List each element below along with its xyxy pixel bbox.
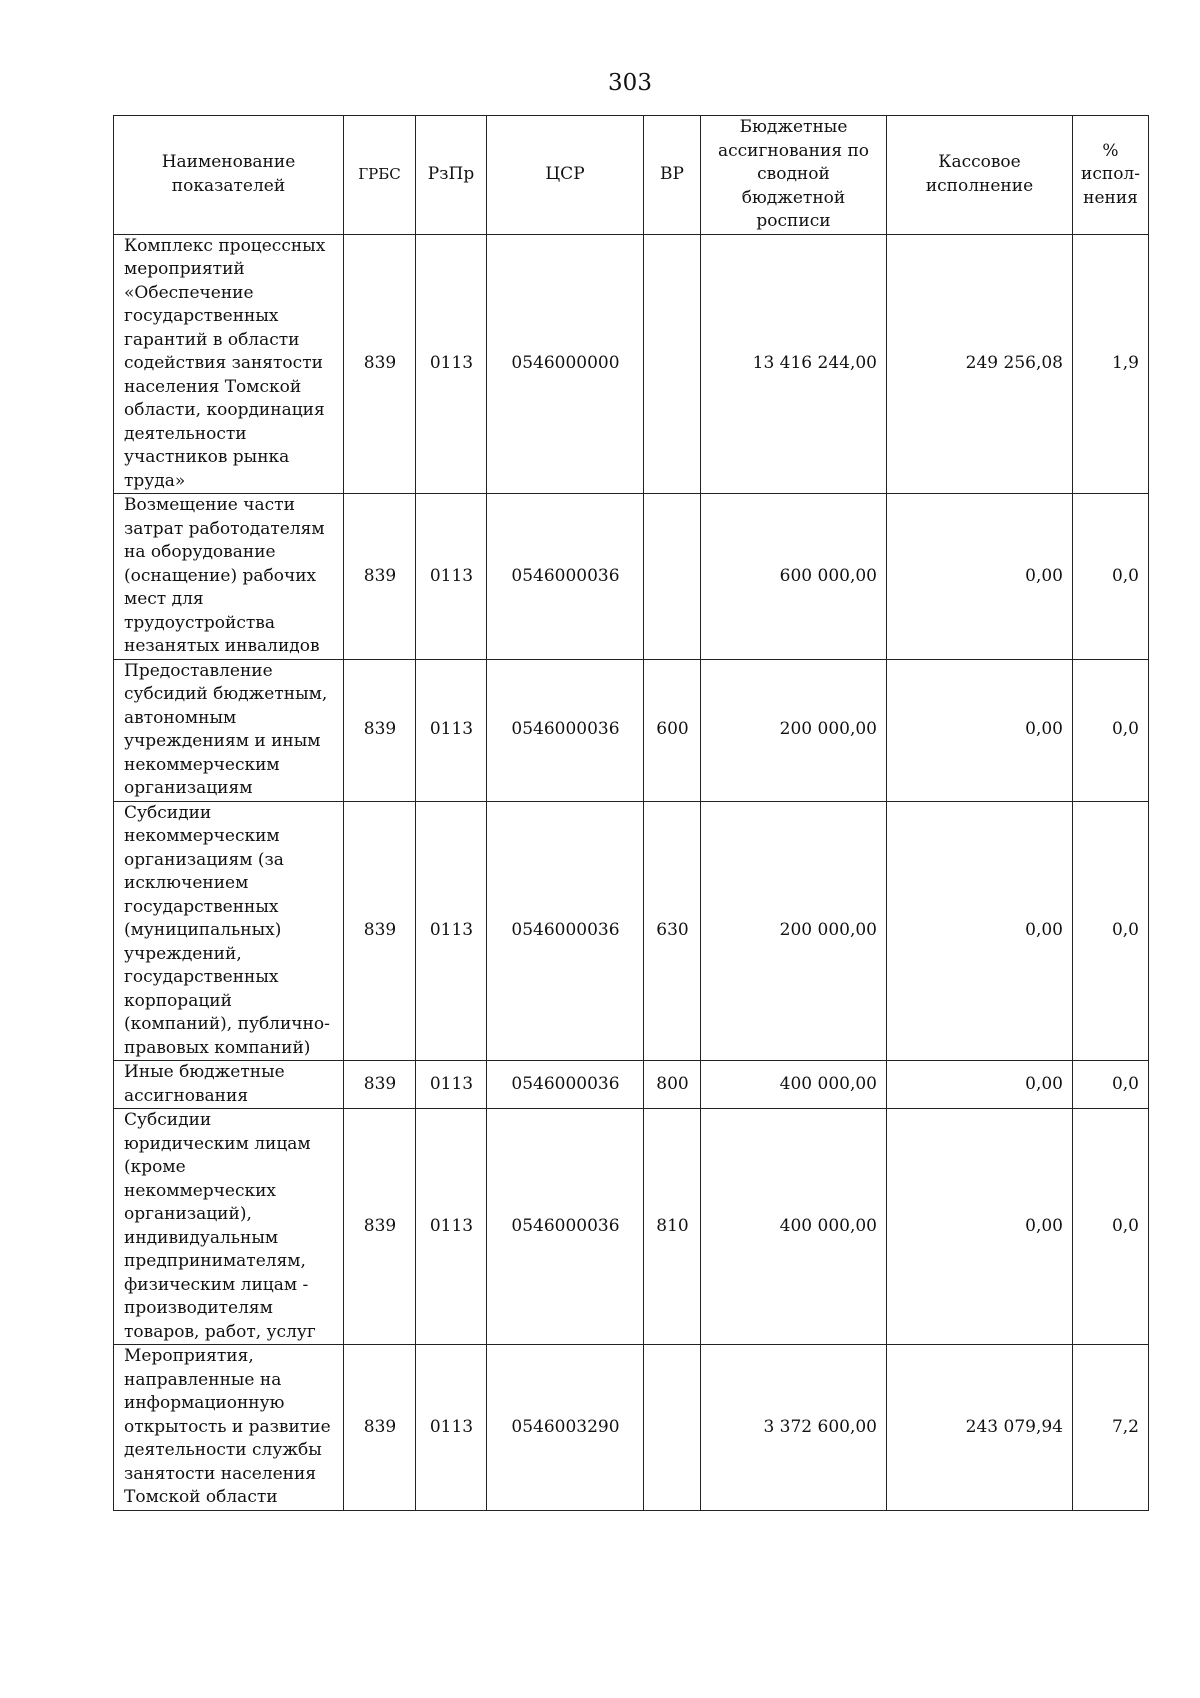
row-name: Субсидии юридическим лицам (кроме некоммерческих организаций), индивидуальным предпринимателям, физическим лицам - производителям товаров, работ, услуг <box>114 1109 344 1345</box>
row-name: Предоставление субсидий бюджетным, автономным учреждениям и иным некоммерческим организациям <box>114 659 344 801</box>
row-vr <box>644 234 701 494</box>
row-pct: 0,0 <box>1073 659 1149 801</box>
row-csr: 0546000036 <box>487 659 644 801</box>
table-row <box>114 494 1149 660</box>
row-pct: 0,0 <box>1073 1109 1149 1345</box>
row-csr: 0546000036 <box>487 801 644 1061</box>
row-name: Мероприятия, направленные на информационную открытость и развитие деятельности службы занятости населения Томской области <box>114 1345 344 1511</box>
row-vr: 600 <box>644 659 701 801</box>
row-csr: 0546000000 <box>487 234 644 494</box>
table-row <box>114 1109 1149 1345</box>
row-pct: 0,0 <box>1073 1061 1149 1109</box>
row-exec: 0,00 <box>887 1061 1073 1109</box>
row-pct: 1,9 <box>1073 234 1149 494</box>
row-rzpr: 0113 <box>416 494 487 660</box>
table-row <box>114 801 1149 1061</box>
table-row <box>114 234 1149 494</box>
row-assign: 600 000,00 <box>701 494 887 660</box>
header-csr: ЦСР <box>487 116 644 235</box>
row-exec: 0,00 <box>887 801 1073 1061</box>
row-vr: 810 <box>644 1109 701 1345</box>
row-rzpr: 0113 <box>416 1061 487 1109</box>
row-exec: 0,00 <box>887 494 1073 660</box>
row-grbs: 839 <box>344 659 416 801</box>
row-pct: 0,0 <box>1073 801 1149 1061</box>
row-rzpr: 0113 <box>416 659 487 801</box>
row-name: Возмещение части затрат работодателям на оборудование (оснащение) рабочих мест для трудоустройства незанятых инвалидов <box>114 494 344 660</box>
table-row <box>114 659 1149 801</box>
row-assign: 400 000,00 <box>701 1061 887 1109</box>
table-row <box>114 1061 1149 1109</box>
row-grbs: 839 <box>344 801 416 1061</box>
header-name: Наименование показателей <box>114 116 344 235</box>
row-assign: 400 000,00 <box>701 1109 887 1345</box>
table-header-row <box>114 116 1149 235</box>
row-grbs: 839 <box>344 494 416 660</box>
row-rzpr: 0113 <box>416 1345 487 1511</box>
row-grbs: 839 <box>344 234 416 494</box>
row-assign: 200 000,00 <box>701 659 887 801</box>
header-rzpr: РзПр <box>416 116 487 235</box>
row-grbs: 839 <box>344 1345 416 1511</box>
table-row <box>114 1345 1149 1511</box>
row-rzpr: 0113 <box>416 801 487 1061</box>
row-name: Субсидии некоммерческим организациям (за исключением государственных (муниципальных) учреждений, государственных корпораций (компаний), публично-правовых компаний) <box>114 801 344 1061</box>
row-name: Комплекс процессных мероприятий «Обеспечение государственных гарантий в области содействия занятости населения Томской области, координация деятельности участников рынка труда» <box>114 234 344 494</box>
row-pct: 7,2 <box>1073 1345 1149 1511</box>
row-grbs: 839 <box>344 1061 416 1109</box>
row-vr: 630 <box>644 801 701 1061</box>
row-exec: 0,00 <box>887 659 1073 801</box>
row-exec: 243 079,94 <box>887 1345 1073 1511</box>
row-grbs: 839 <box>344 1109 416 1345</box>
header-pct: % испол-нения <box>1073 116 1149 235</box>
header-grbs: ГРБС <box>344 116 416 235</box>
row-rzpr: 0113 <box>416 1109 487 1345</box>
header-assign: Бюджетные ассигнования по сводной бюджетной росписи <box>701 116 887 235</box>
row-csr: 0546000036 <box>487 1061 644 1109</box>
budget-table <box>113 115 1149 1511</box>
header-vr: ВР <box>644 116 701 235</box>
header-exec: Кассовое исполнение <box>887 116 1073 235</box>
row-rzpr: 0113 <box>416 234 487 494</box>
row-assign: 13 416 244,00 <box>701 234 887 494</box>
row-exec: 0,00 <box>887 1109 1073 1345</box>
row-csr: 0546000036 <box>487 1109 644 1345</box>
row-csr: 0546003290 <box>487 1345 644 1511</box>
row-assign: 3 372 600,00 <box>701 1345 887 1511</box>
row-vr: 800 <box>644 1061 701 1109</box>
row-assign: 200 000,00 <box>701 801 887 1061</box>
row-pct: 0,0 <box>1073 494 1149 660</box>
row-name: Иные бюджетные ассигнования <box>114 1061 344 1109</box>
page-number: 303 <box>608 70 652 96</box>
row-csr: 0546000036 <box>487 494 644 660</box>
row-vr <box>644 494 701 660</box>
row-exec: 249 256,08 <box>887 234 1073 494</box>
row-vr <box>644 1345 701 1511</box>
